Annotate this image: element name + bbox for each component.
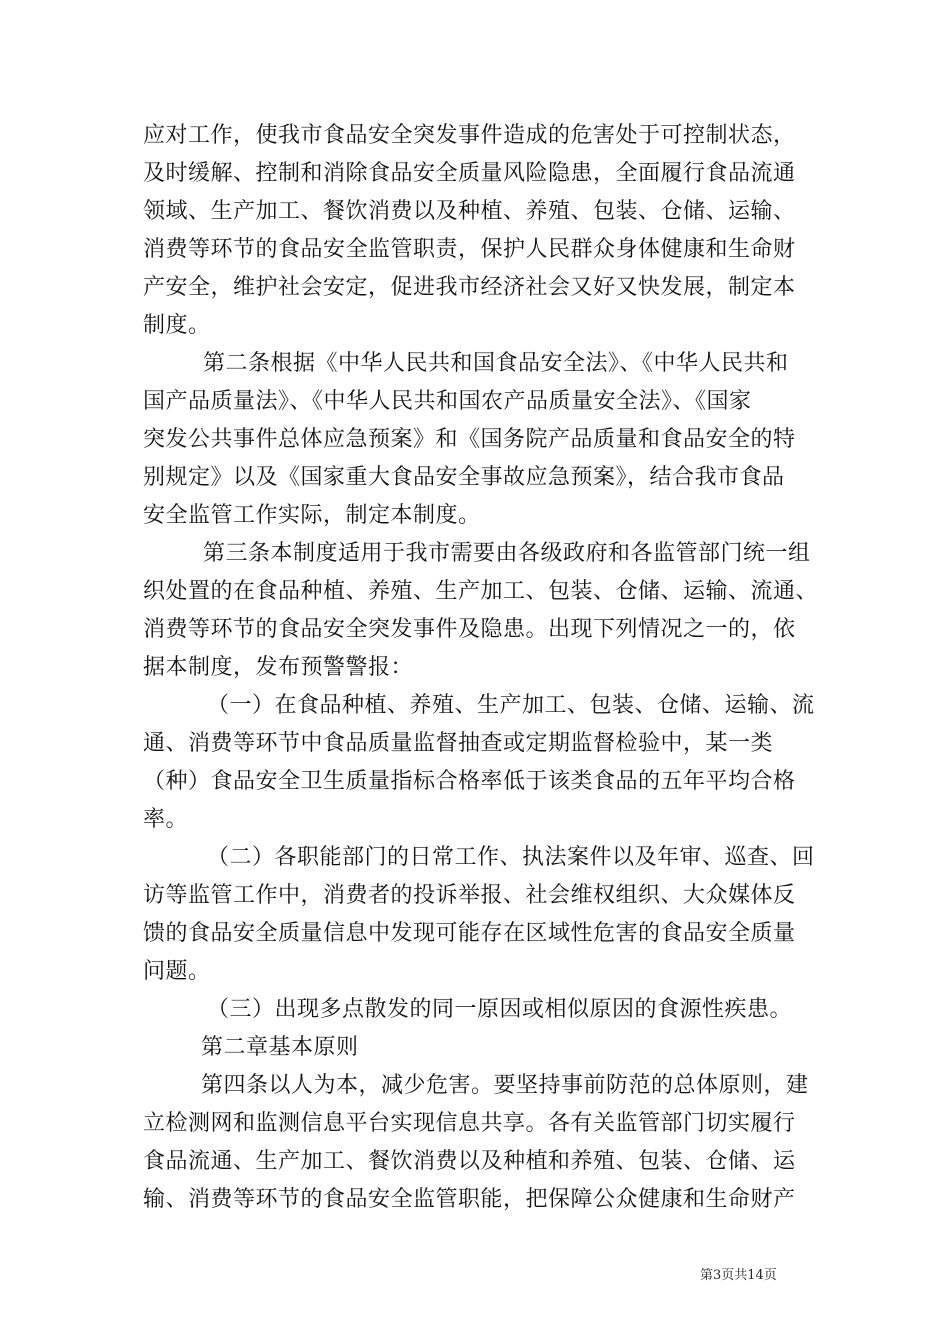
text-line: 馈的食品安全质量信息中发现可能存在区域性危害的食品安全质量 [143,921,796,946]
text-line: 及时缓解、控制和消除食品安全质量风险隐患，全面履行食品流通 [143,161,796,186]
text-line: 国产品质量法》、《中华人民共和国农产品质量安全法》、《国家 [143,389,752,414]
text-line: 产安全，维护社会安定，促进我市经济社会又好又快发展，制定本 [143,275,796,300]
text-line: 通、消费等环节中食品质量监督抽查或定期监督检验中，某一类 [143,731,774,756]
page-number: 第3页共14页 [700,1268,777,1283]
article-3-start: 第三条本制度适用于我市需要由各级政府和各监管部门统一组 [203,541,811,566]
text-line: 访等监管工作中，消费者的投诉举报、社会维权组织、大众媒体反 [143,883,796,908]
chapter-heading: 第二章基本原则 [201,1035,359,1060]
clause-1-start: （一）在食品种植、养殖、生产加工、包装、仓储、运输、流 [207,693,815,718]
text-line: 安全监管工作实际，制定本制度。 [143,503,481,528]
text-line: 输、消费等环节的食品安全监管职能，把保障公众健康和生命财产 [143,1187,796,1212]
text-line: 立检测网和监测信息平台实现信息共享。各有关监管部门切实履行 [143,1111,796,1136]
article-2-start: 第二条根据《中华人民共和国食品安全法》、《中华人民共和 [203,351,789,376]
document-body [143,117,819,1219]
article-4-start: 第四条以人为本，减少危害。要坚持事前防范的总体原则，建 [201,1073,809,1098]
text-line: 制度。 [143,313,211,338]
text-line: 织处置的在食品种植、养殖、生产加工、包装、仓储、运输、流通、 [143,579,819,604]
text-line: 消费等环节的食品安全突发事件及隐患。出现下列情况之一的，依 [143,617,796,642]
text-line: 据本制度，发布预警警报： [143,655,414,680]
text-line: 别规定》以及《国家重大食品安全事故应急预案》，结合我市食品 [143,465,785,490]
text-line: 问题。 [143,959,211,984]
text-line: 消费等环节的食品安全监管职责，保护人民群众身体健康和生命财 [143,237,796,262]
clause-3: （三）出现多点散发的同一原因或相似原因的食源性疾患。 [207,997,793,1022]
text-line: 领域、生产加工、餐饮消费以及种植、养殖、包装、仓储、运输、 [143,199,796,224]
text-line: 突发公共事件总体应急预案》和《国务院产品质量和食品安全的特 [143,427,796,452]
text-line: 率。 [143,807,189,832]
text-line: 食品流通、生产加工、餐饮消费以及种植和养殖、包装、仓储、运 [143,1149,796,1174]
text-line: 应对工作，使我市食品安全突发事件造成的危害处于可控制状态， [143,123,796,148]
clause-2-start: （二）各职能部门的日常工作、执法案件以及年审、巡查、回 [207,845,815,870]
text-line: （种）食品安全卫生质量指标合格率低于该类食品的五年平均合格 [143,769,796,794]
